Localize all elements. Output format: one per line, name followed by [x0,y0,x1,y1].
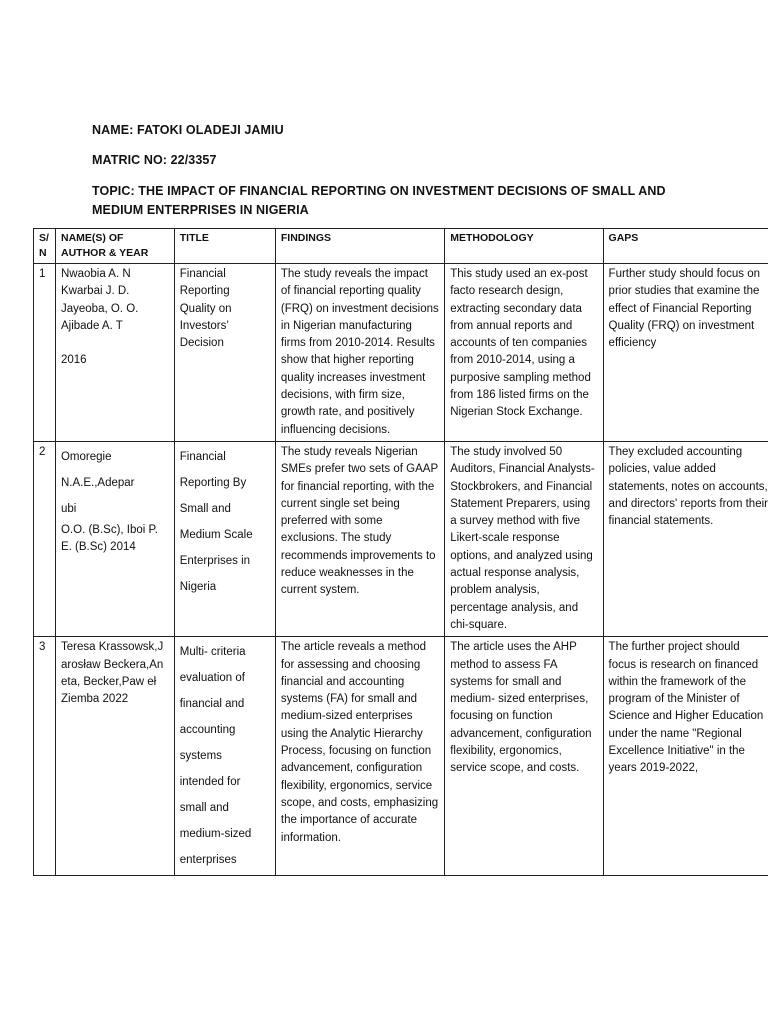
header-sn: S/ N [34,229,56,264]
matric-number: MATRIC NO: 22/3357 [92,153,217,167]
author-line: Nwaobia A. N [60,268,131,280]
table-row [34,637,768,876]
author-line: Jayeoba, O. O. [60,302,139,315]
title-line: enterprises [179,854,237,867]
cell-title [174,637,275,876]
cell-authors [55,264,174,442]
cell-methodology: The study involved 50 Auditors, Financial Analysts- Stockbrokers, and Financial Statement Preparers, using a survey method with five Likert-scale response options, and analyzed using actual response analysis, problem analysis, percentage analysis, and chi-square. [445,441,603,636]
title-line: Investors’ [179,319,229,332]
author-line: O.O. (B.Sc), Iboi P. E. (B.Sc) 2014 [60,523,158,554]
title-line: financial and [179,698,245,711]
topic-title: TOPIC: THE IMPACT OF FINANCIAL REPORTING ON INVESTMENT DECISIONS OF SMALL AND MEDIUM ENTERPRISES IN NIGERIA [92,184,666,217]
cell-gaps: Further study should focus on prior studies that examine the effect of Financial Reporting Quality (FRQ) on investment efficiency [603,264,768,442]
title-line: Multi- criteria [179,646,246,659]
cell-findings: The study reveals Nigerian SMEs prefer two sets of GAAP for financial reporting, with the current single set being preferred with some exclusions. The study recommends improvements to reduce weaknesses in the current system. [275,441,444,636]
title-line: Decision [179,337,224,350]
table-header-row [34,229,768,264]
cell-methodology: This study used an ex-post facto research design, extracting secondary data from annual reports and accounts of ten companies from 2010-2014, using a purposive sampling method from 186 listed firms on the Nigerian Stock Exchange. [445,264,603,442]
header-findings: FINDINGS [275,229,444,264]
cell-findings: The study reveals the impact of financial reporting quality (FRQ) on investment decisions in Nigerian manufacturing firms from 2010-2014. Results show that higher reporting quality increases investment decisions, with firm size, growth rate, and positively influencing decisions. [275,264,444,442]
title-line: Financial [179,450,226,463]
title-line: systems [179,750,222,763]
title-line: Nigeria [179,580,217,593]
author-line: N.A.E.,Adepar [60,476,135,489]
header-title: TITLE [174,229,275,264]
header-gaps: GAPS [603,229,768,264]
title-line: Quality on [179,302,232,315]
cell-authors [55,441,174,636]
title-line: small and [179,802,229,815]
title-line: evaluation of [179,672,245,685]
title-line: Reporting [179,285,230,298]
cell-methodology: The article uses the AHP method to assess FA systems for small and medium- sized enterprises, focusing on function advancement, configuration flexibility, ergonomics, service scope, and costs. [445,637,603,876]
author-line: Kwarbai J. D. [60,285,130,298]
author-line: ubi [60,502,77,515]
author-line: Ajibade A. T [60,319,123,332]
table-row [34,441,768,636]
table-row [34,264,768,442]
publication-year: 2016 [60,354,87,367]
title-line: medium-sized [179,828,252,841]
title-line: Medium Scale [179,528,253,541]
title-line: Financial [179,268,226,280]
title-line: intended for [179,776,241,789]
title-line: Reporting By [179,476,247,489]
title-line: Small and [179,502,231,515]
cell-findings: The article reveals a method for assessing and choosing financial and accounting systems (FA) for small and medium-sized enterprises using the Analytic Hierarchy Process, focusing on function advancement, configuration flexibility, ergonomics, service scope, and costs, emphasizing the importance of accurate information. [275,637,444,876]
title-line: Enterprises in [179,554,251,567]
author-line: Omoregie [60,450,112,463]
cell-sn: 2 [34,441,56,636]
cell-gaps: They excluded accounting policies, value added statements, notes on accounts, and directors' reports from their financial statements. [603,441,768,636]
cell-gaps: The further project should focus is research on financed within the framework of the program of the Minister of Science and Higher Education under the name "Regional Excellence Initiative" in the years 2019-2022, [603,637,768,876]
cell-title [174,441,275,636]
cell-sn: 1 [34,264,56,442]
cell-title [174,264,275,442]
title-line: accounting [179,724,236,737]
header-authors: NAME(S) OF AUTHOR & YEAR [55,229,174,264]
cell-sn: 3 [34,637,56,876]
header-methodology: METHODOLOGY [445,229,603,264]
cell-authors: Teresa Krassowsk,J arosław Beckera,An eta, Becker,Paw eł Ziemba 2022 [55,637,174,876]
student-name: NAME: FATOKI OLADEJI JAMIU [92,123,284,137]
literature-review-table [33,228,768,876]
